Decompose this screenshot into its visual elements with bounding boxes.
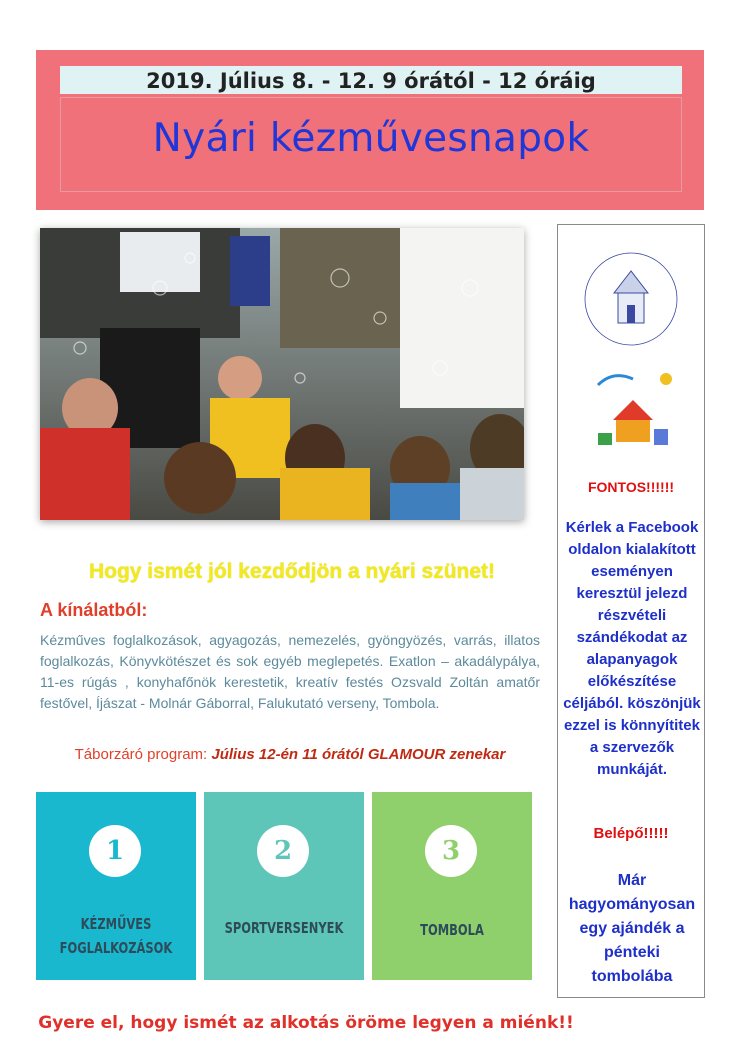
title-box (60, 97, 682, 192)
page-title: Nyári kézművesnapok (152, 116, 590, 161)
offer-text: Kézműves foglalkozások, agyagozás, nemezelés, gyöngyözés, varrás, illatos foglalkozás, Könyvkötészet és sok egyéb meglepetés. Exatlon – akadálypálya, 11-es rúgás , konyhafőnök kerestetik, kreatív festés Ozsvald Zoltán amatőr festővel, Íjászat - Molnár Gáborral, Falukutató verseny, Tombola. (40, 632, 540, 711)
closing-program-value: Július 12-én 11 órától GLAMOUR zenekar (211, 746, 506, 763)
slogan: Hogy ismét jól kezdődjön a nyári szünet! (88, 560, 496, 583)
card-label-line: SPORTVERSENYEK (224, 919, 344, 937)
closing-program (40, 746, 540, 763)
card-label (216, 916, 352, 940)
footer-slogan: Gyere el, hogy ismét az alkotás öröme legyen a miénk!! (38, 1013, 574, 1033)
card-label-line: FOGLALKOZÁSOK (59, 939, 173, 957)
playhouse-logo (588, 365, 678, 455)
closing-program-label: Táborzáró program: (74, 746, 212, 763)
jatekvar-logo (576, 249, 686, 349)
card-label-line: KÉZMŰVES (80, 915, 152, 933)
card-label (384, 918, 520, 942)
card-label-line: TOMBOLA (420, 921, 484, 939)
card-number: 2 (257, 825, 309, 877)
card-crafts (36, 792, 196, 980)
card-label (48, 912, 184, 960)
entry-text: Már hagyományosan egy ajándék a pénteki tombolába (568, 872, 696, 985)
card-number: 3 (425, 825, 477, 877)
card-number: 1 (89, 825, 141, 877)
card-tombola (372, 792, 532, 980)
entry-heading: Belépő!!!!! (593, 825, 669, 842)
important-heading: FONTOS!!!!!! (587, 479, 675, 495)
event-date-line: 2019. Július 8. - 12. 9 órától - 12 óráig (60, 66, 682, 94)
offer-heading: A kínálatból: (40, 600, 148, 620)
sidebar-notice (557, 224, 705, 998)
event-photo (40, 228, 524, 520)
facebook-notice: Kérlek a Facebook oldalon kialakított eseményen keresztül jelezd részvételi szándékodat az alapanyagok előkészítése céljából. köszönjük ezzel is könnyítitek a szervezők munkáját. (563, 519, 701, 778)
card-sports (204, 792, 364, 980)
